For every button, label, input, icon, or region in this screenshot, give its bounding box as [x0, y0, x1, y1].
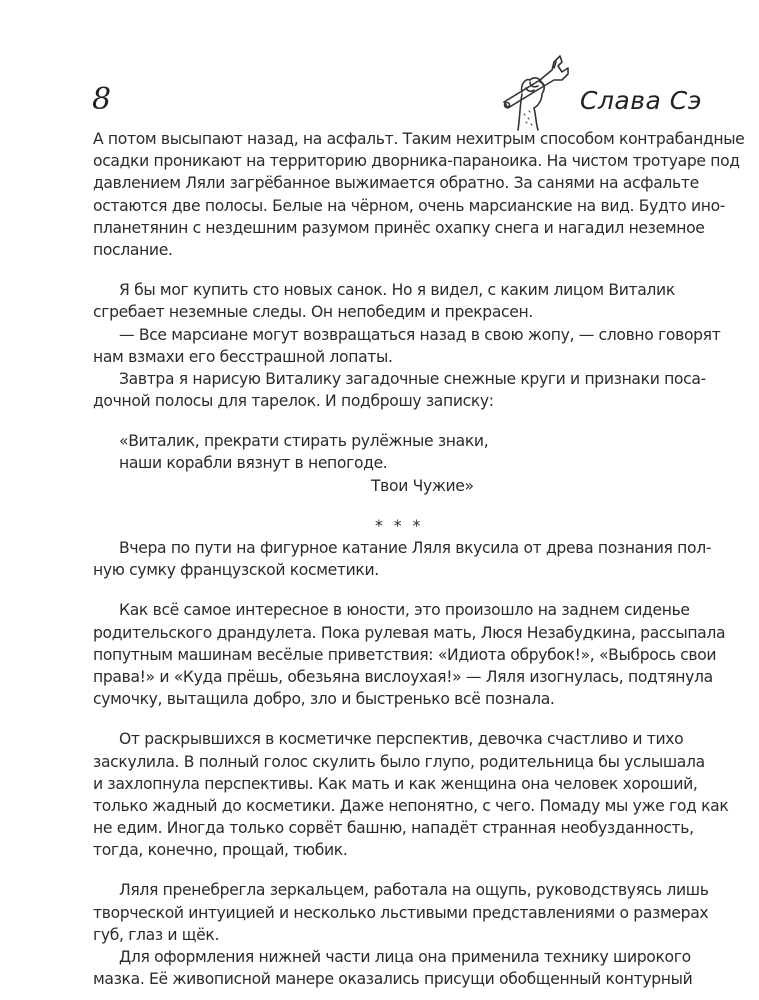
text-line: послание. — [93, 240, 173, 259]
text-line: права!» и «Куда прёшь, обезьяна вислоухая!» — Ляля изогнулась, подтянула — [93, 667, 713, 686]
text-line: тогда, конечно, прощай, тюбик. — [93, 841, 348, 860]
text-line: планетянин с нездешним разумом принёс охапку снега и нагадил неземное — [93, 218, 705, 237]
text-line: мазка. Её живописной манере оказались присущи обобщенный контурный — [93, 970, 693, 989]
text-line: и захлопнула перспективы. Как мать и как женщина она человек хороший, — [93, 774, 698, 793]
text-line: осадки проникают на территорию дворника-параноика. На чистом тротуаре под — [93, 152, 740, 171]
note-line: наши корабли вязнут в непогоде. — [119, 454, 388, 473]
section-separator: * * * — [375, 516, 424, 535]
paragraph — [93, 599, 726, 710]
text-line: Для оформления нижней части лица она применила технику широкого — [119, 948, 691, 966]
paragraph — [93, 946, 693, 990]
text-line: родительского драндулета. Пока рулевая мать, Люся Незабудкина, рассыпала — [93, 623, 726, 642]
paragraph — [93, 368, 706, 412]
author-name: Слава Сэ — [580, 86, 702, 115]
text-line: ную сумку французской косметики. — [93, 561, 379, 580]
page-number: 8 — [92, 82, 112, 117]
paragraph-gap — [93, 261, 683, 279]
text-line: Ляля пренебрегла зеркальцем, работала на ощупь, руководствуясь лишь — [119, 881, 709, 900]
text-line: — Все марсиане могут возвращаться назад в свою жопу, — словно говорят — [119, 325, 721, 344]
text-line: творческой интуицией и несколько льстивыми представлениями о размерах — [93, 903, 709, 922]
paragraph-gap — [93, 497, 683, 515]
paragraph-gap — [93, 412, 683, 430]
text-line: А потом высыпают назад, на асфальт. Таким нехитрым способом контрабандные — [93, 130, 745, 148]
text-line: От раскрывшихся в косметичке перспектив, девочка счастливо и тихо — [119, 730, 684, 749]
text-line: Завтра я нарисую Виталику загадочные снежные круги и признаки поса- — [119, 369, 706, 388]
text-line: Как всё самое интересное в юности, это произошло на заднем сиденье — [119, 601, 690, 620]
text-line: Вчера по пути на фигурное катание Ляля вкусила от древа познания пол- — [119, 539, 712, 557]
paragraph-gap — [93, 581, 683, 599]
paragraph — [93, 728, 729, 861]
note-signature: Твои Чужие» — [371, 476, 474, 495]
paragraph-gap — [93, 710, 683, 728]
paragraph — [93, 279, 683, 323]
paragraph — [93, 324, 721, 368]
text-line: только жадный до косметики. Даже непонятно, с чего. Помаду мы уже год как — [93, 796, 729, 815]
text-line: не едим. Иногда только сорвёт башню, нападёт странная необузданность, — [93, 819, 694, 838]
text-line: давлением Ляли загрёбанное выжимается обратно. За санями на асфальте — [93, 174, 699, 193]
paragraph — [93, 128, 745, 261]
text-line: сгребает неземные следы. Он непобедим и прекрасен. — [93, 303, 533, 322]
paragraph — [93, 537, 712, 581]
text-line: остаются две полосы. Белые на чёрном, очень марсианские на вид. Будто ино- — [93, 196, 726, 215]
text-line: губ, глаз и щёк. — [93, 925, 220, 944]
text-line: дочной полосы для тарелок. И подброшу записку: — [93, 392, 494, 411]
fist-holding-wrench-icon — [496, 48, 578, 132]
text-line: нам взмахи его бесстрашной лопаты. — [93, 347, 393, 366]
body-text — [93, 128, 745, 990]
text-line: Я бы мог купить сто новых санок. Но я видел, с каким лицом Виталик — [119, 281, 675, 300]
text-line: попутным машинам весёлые приветствия: «Идиота обрубок!», «Выбрось свои — [93, 645, 717, 664]
paragraph — [93, 879, 709, 946]
quoted-note — [93, 430, 683, 497]
paragraph-gap — [93, 861, 683, 879]
text-line: заскулила. В полный голос скулить было глупо, родительница бы услышала — [93, 752, 705, 771]
note-line: «Виталик, прекрати стирать рулёжные знаки, — [119, 432, 489, 451]
text-line: сумочку, вытащила добро, зло и быстренько всё познала. — [93, 690, 555, 709]
